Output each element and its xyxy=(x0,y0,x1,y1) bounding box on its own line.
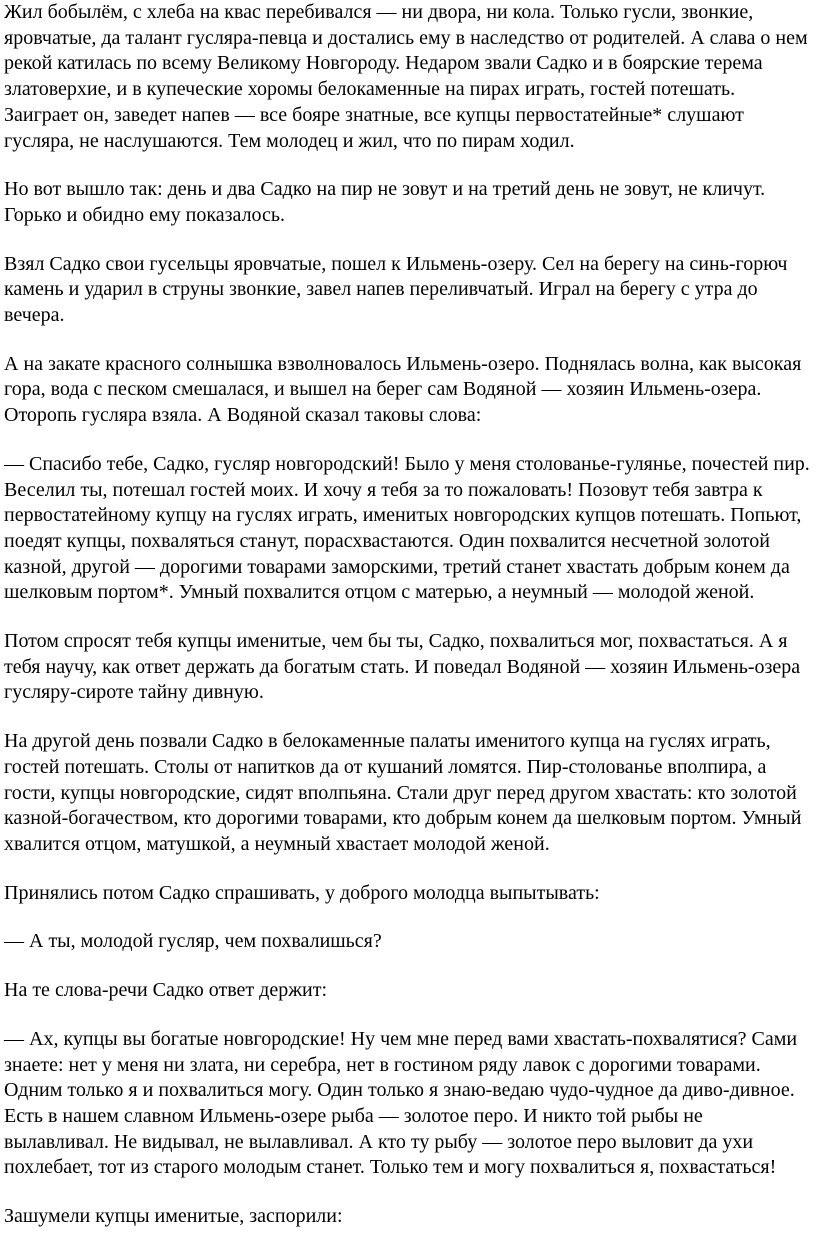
paragraph-3: Взял Садко свои гусельцы яровчатые, пошел к Ильмень-озеру. Сел на берегу на синь-горюч камень и ударил в струны звонкие, завел напев переливчатый. Играл на берегу с утра до вечера. xyxy=(4,252,788,327)
paragraph-7: На другой день позвали Садко в белокаменные палаты именитого купца на гуслях играть, гостей потешать. Столы от напитков да от кушаний ломятся. Пир-столованье вполпира, а гости, купцы новгородские, сидят вполпьяна. Стали друг перед другом хвастать: кто золотой казной-богачеством, кто дорогими товарами, кто добрым конем да шелковым портом. Умный хвалится отцом, матушкой, а неумный хвастает молодой женой. xyxy=(4,730,802,855)
paragraph-8: Принялись потом Садко спрашивать, у доброго молодца выпытывать: xyxy=(4,881,600,904)
paragraph-6: Потом спросят тебя купцы именитые, чем бы ты, Садко, похвалиться мог, похвастаться. А я тебя научу, как ответ держать да богатым стать. И поведал Водяной — хозяин Ильмень-озера гусляру-сироте тайну дивную. xyxy=(4,630,801,704)
paragraph-11: — Ах, купцы вы богатые новгородские! Ну чем мне перед вами хвастать-похвалятися? Сами знаете: нет у меня ни злата, ни серебра, нет в гостином ряду лавок с дорогими товарами. Одним только я и похвалиться могу. Один только я знаю-ведаю чудо-чудное да диво-дивное. Есть в нашем славном Ильмень-озере рыба — золотое перо. И никто той рыбы не вылавливал. Не видывал, не вылавливал. А кто ту рыбу — золотое перо выловит да ухи похлебает, тот из старого молодым станет. Только тем и могу похвалиться я, похвастаться! xyxy=(4,1027,798,1179)
paragraph-12: Зашумели купцы именитые, заспорили: xyxy=(4,1205,343,1228)
paragraph-1: Жил бобылём, с хлеба на квас перебивался — ни двора, ни кола. Только гусли, звонкие, яровчатые, да талант гусляра-певца и достались ему в наследство от родителей. А слава о нем рекой катилась по всему Великому Новгороду. Недаром звали Садко и в боярские терема златоверхие, и в купеческие хоромы белокаменные на пирах играть, гостей потешать. Заиграет он, заведет напев — все бояре знатные, все купцы первостатейные* слушают гусляра, не наслушаются. Тем молодец и жил, что по пирам ходил. xyxy=(4,1,808,152)
paragraph-4: А на закате красного солнышка взволновалось Ильмень-озеро. Поднялась волна, как высокая гора, вода с песком смешалася, и вышел на берег сам Водяной — хозяин Ильмень-озера. Оторопь гусляра взяла. А Водяной сказал таковы слова: xyxy=(4,352,802,427)
paragraph-2: Но вот вышло так: день и два Садко на пир не зовут и на третий день не зовут, не кличут. Горько и обидно ему показалось. xyxy=(4,178,766,226)
paragraph-10: На те слова-речи Садко ответ держит: xyxy=(4,979,328,1002)
paragraph-5: — Спасибо тебе, Садко, гусляр новгородский! Было у меня столованье-гулянье, почестей пир. Веселил ты, потешал гостей моих. И хочу я тебя за то пожаловать! Позовут тебя завтра к первостатейному купцу на гуслях играть, именитых новгородских купцов потешать. Попьют, поедят купцы, похваляться станут, порасхвастаются. Один похвалится несчетной золотой казной, другой — дорогими товарами заморскими, третий станет хвастать добрым конем да шелковым портом*. Умный похвалится отцом с матерью, а неумный — молодой женой. xyxy=(4,452,810,604)
paragraph-9: — А ты, молодой гусляр, чем похвалишься? xyxy=(4,930,382,953)
